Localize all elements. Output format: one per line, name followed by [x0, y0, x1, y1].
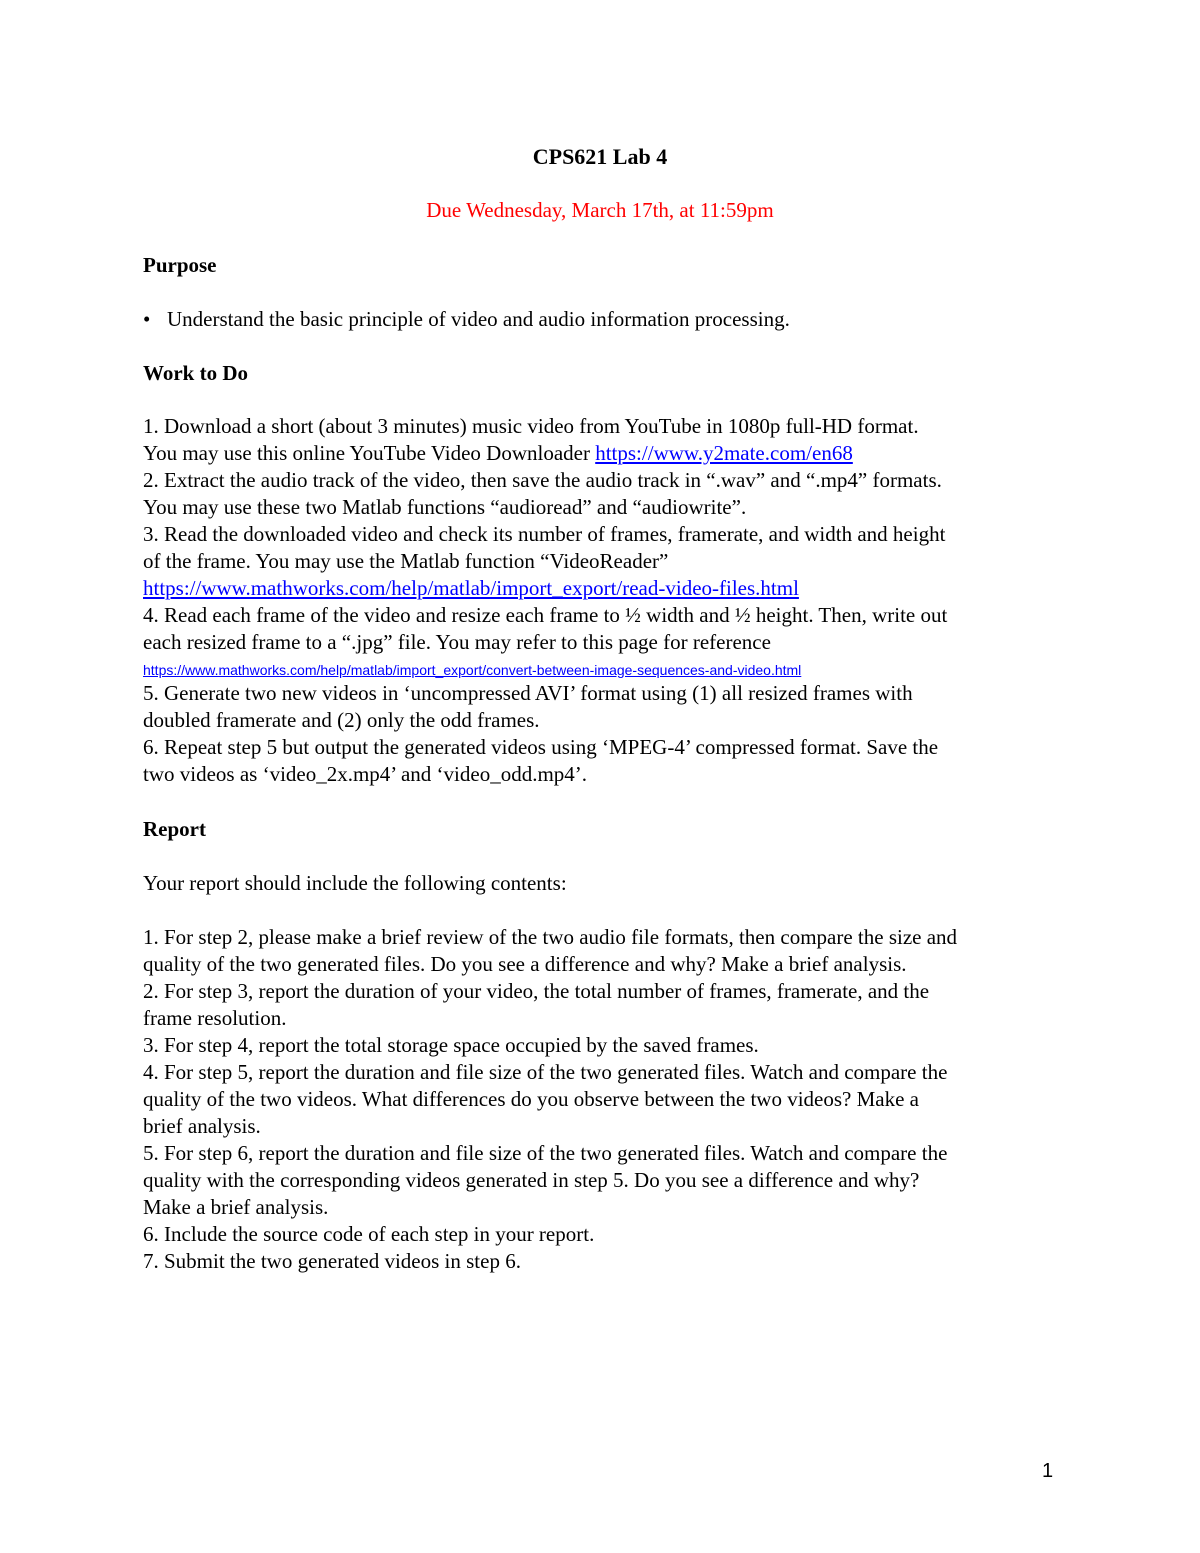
image-sequences-doc-link[interactable]: https://www.mathworks.com/help/matlab/import_export/convert-between-image-sequences-and-video.html [143, 662, 802, 678]
report-line: brief analysis. [143, 1114, 261, 1138]
work-line: 1. Download a short (about 3 minutes) music video from YouTube in 1080p full-HD format. [143, 414, 919, 438]
purpose-bullet-text: Understand the basic principle of video and audio information processing. [167, 307, 790, 331]
report-line: 3. For step 4, report the total storage space occupied by the saved frames. [143, 1033, 759, 1057]
work-line: doubled framerate and (2) only the odd frames. [143, 708, 540, 732]
report-line: quality of the two generated files. Do you see a difference and why? Make a brief analysis. [143, 952, 907, 976]
work-line: 6. Repeat step 5 but output the generated videos using ‘MPEG-4’ compressed format. Save the [143, 735, 939, 759]
work-heading: Work to Do [143, 361, 248, 385]
report-line: 1. For step 2, please make a brief review of the two audio file formats, then compare the size and [143, 925, 958, 949]
report-line: quality with the corresponding videos generated in step 5. Do you see a difference and why? [143, 1168, 920, 1192]
work-line: 3. Read the downloaded video and check its number of frames, framerate, and width and height [143, 522, 946, 546]
work-line: You may use these two Matlab functions “audioread” and “audiowrite”. [143, 495, 747, 519]
work-line-text: You may use this online YouTube Video Downloader [143, 441, 596, 465]
work-line: each resized frame to a “.jpg” file. You may refer to this page for reference [143, 630, 771, 654]
page-number: 1 [1042, 1460, 1054, 1482]
report-line: 7. Submit the two generated videos in step 6. [143, 1249, 521, 1273]
report-heading: Report [143, 817, 206, 841]
purpose-bullet-item [143, 306, 790, 333]
work-line: 5. Generate two new videos in ‘uncompressed AVI’ format using (1) all resized frames with [143, 681, 913, 705]
report-line: 5. For step 6, report the duration and file size of the two generated files. Watch and compare the [143, 1141, 948, 1165]
report-line: Make a brief analysis. [143, 1195, 329, 1219]
y2mate-link[interactable]: https://www.y2mate.com/en68 [595, 441, 853, 465]
document-title: CPS621 Lab 4 [532, 144, 668, 169]
bullet-icon: • [143, 307, 151, 331]
purpose-heading: Purpose [143, 253, 217, 277]
report-line: quality of the two videos. What differences do you observe between the two videos? Make a [143, 1087, 919, 1111]
report-line: 4. For step 5, report the duration and file size of the two generated files. Watch and compare the [143, 1060, 948, 1084]
work-line-with-link [143, 440, 853, 467]
report-intro: Your report should include the following contents: [143, 871, 567, 895]
work-line: of the frame. You may use the Matlab function “VideoReader” [143, 549, 669, 573]
work-line-link [143, 575, 799, 602]
report-line: 2. For step 3, report the duration of your video, the total number of frames, framerate, and the [143, 979, 930, 1003]
work-line: two videos as ‘video_2x.mp4’ and ‘video_odd.mp4’. [143, 762, 588, 786]
report-line: 6. Include the source code of each step in your report. [143, 1222, 595, 1246]
work-line: 2. Extract the audio track of the video, then save the audio track in “.wav” and “.mp4” formats. [143, 468, 942, 492]
videoreader-doc-link[interactable]: https://www.mathworks.com/help/matlab/import_export/read-video-files.html [143, 576, 799, 600]
work-line: 4. Read each frame of the video and resize each frame to ½ width and ½ height. Then, write out [143, 603, 948, 627]
due-date: Due Wednesday, March 17th, at 11:59pm [426, 198, 774, 222]
report-line: frame resolution. [143, 1006, 287, 1030]
